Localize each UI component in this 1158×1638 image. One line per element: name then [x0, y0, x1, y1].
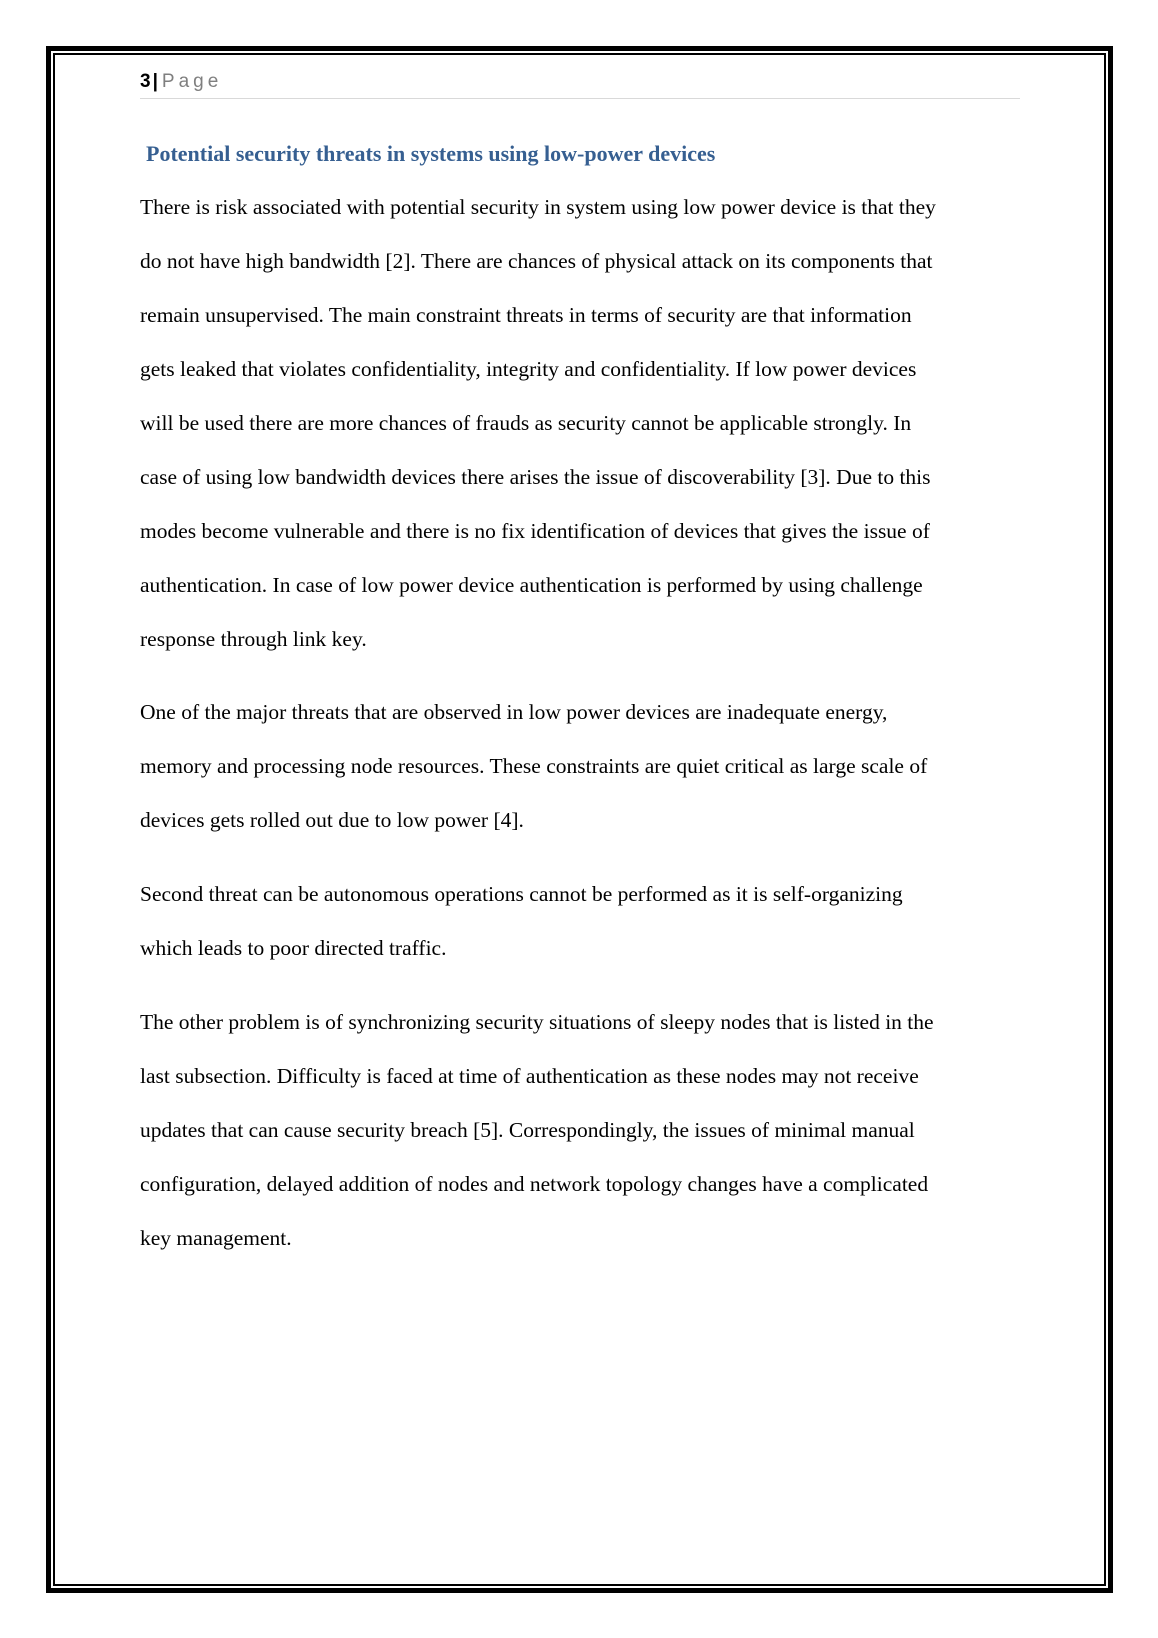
page-number: 3 — [140, 71, 151, 92]
paragraph-line: last subsection. Difficulty is faced at time of authentication as these nodes may not receive — [140, 1064, 919, 1088]
paragraph-line: There is risk associated with potential security in system using low power device is that they — [140, 195, 936, 219]
paragraph-line: response through link key. — [140, 627, 367, 651]
paragraph-line: key management. — [140, 1226, 292, 1250]
page-separator: | — [152, 71, 158, 92]
paragraph-line: authentication. In case of low power device authentication is performed by using challenge — [140, 573, 923, 597]
page-header — [140, 68, 1020, 99]
paragraph-2 — [140, 685, 1040, 847]
paragraph-line: memory and processing node resources. These constraints are quiet critical as large scale of — [140, 754, 928, 778]
paragraph-1 — [140, 180, 1040, 666]
paragraph-line: gets leaked that violates confidentiality, integrity and confidentiality. If low power devices — [140, 357, 917, 381]
page-label: Page — [161, 71, 223, 92]
paragraph-line: configuration, delayed addition of nodes and network topology changes have a complicated — [140, 1172, 929, 1196]
section-heading: Potential security threats in systems using low-power devices — [146, 141, 716, 166]
paragraph-line: remain unsupervised. The main constraint threats in terms of security are that information — [140, 303, 912, 327]
paragraph-line: Second threat can be autonomous operations cannot be performed as it is self-organizing — [140, 882, 903, 906]
paragraph-line: The other problem is of synchronizing security situations of sleepy nodes that is listed in the — [140, 1010, 934, 1034]
paragraph-line: updates that can cause security breach [5]. Correspondingly, the issues of minimal manual — [140, 1118, 915, 1142]
paragraph-line: modes become vulnerable and there is no fix identification of devices that gives the issue of — [140, 519, 930, 543]
paragraph-line: devices gets rolled out due to low power [4]. — [140, 808, 524, 832]
paragraph-3 — [140, 867, 1040, 975]
paragraph-line: will be used there are more chances of frauds as security cannot be applicable strongly. In — [140, 411, 912, 435]
paragraph-4 — [140, 995, 1040, 1265]
paragraph-line: case of using low bandwidth devices there arises the issue of discoverability [3]. Due to this — [140, 465, 931, 489]
paragraph-line: One of the major threats that are observed in low power devices are inadequate energy, — [140, 700, 888, 724]
paragraph-line: which leads to poor directed traffic. — [140, 936, 447, 960]
paragraph-line: do not have high bandwidth [2]. There are chances of physical attack on its components that — [140, 249, 933, 273]
